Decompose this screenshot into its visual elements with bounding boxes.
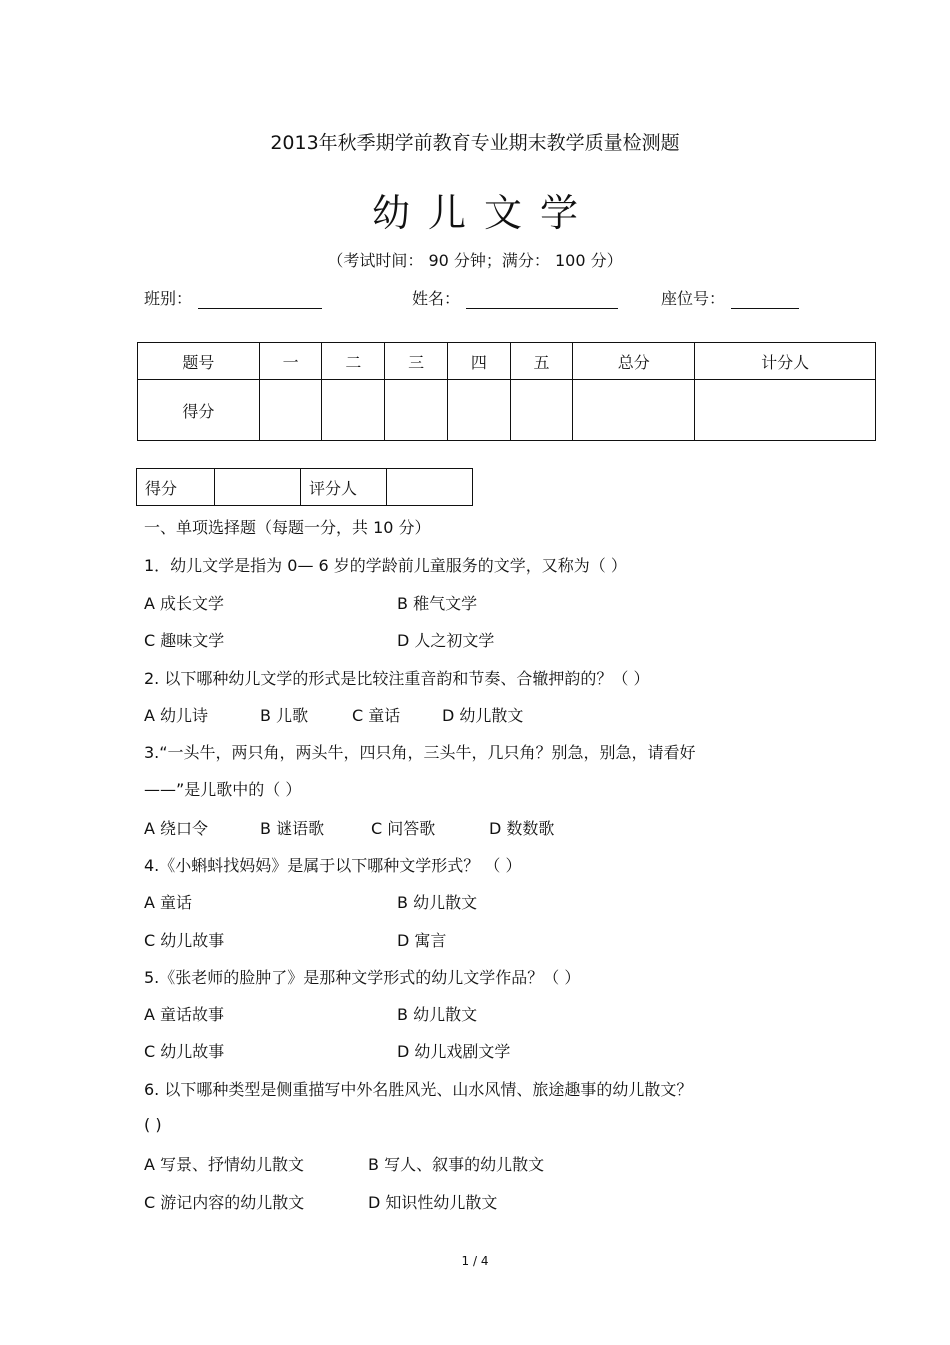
- score-table: [137, 342, 876, 441]
- name-blank[interactable]: [466, 290, 618, 309]
- section-score-cell[interactable]: [215, 469, 301, 506]
- option-d[interactable]: D 幼儿戏剧文学: [397, 1042, 511, 1061]
- option-a[interactable]: A 写景、抒情幼儿散文: [144, 1155, 305, 1174]
- option-d[interactable]: D 幼儿散文: [442, 706, 524, 725]
- section-score-table: [136, 468, 473, 506]
- score-cell[interactable]: [695, 380, 876, 441]
- option-d[interactable]: D 人之初文学: [397, 631, 495, 650]
- option-a[interactable]: A 童话故事: [144, 1005, 225, 1024]
- question-2: 2. 以下哪种幼儿文学的形式是比较注重音韵和节奏、合辙押韵的？（ ）: [144, 669, 650, 688]
- option-b[interactable]: B 写人、叙事的幼儿散文: [368, 1155, 545, 1174]
- page-number: 1 / 4: [461, 1254, 489, 1268]
- option-c[interactable]: C 趣味文学: [144, 631, 225, 650]
- question-5: 5.《张老师的脸肿了》是那种文学形式的幼儿文学作品？（ ）: [144, 968, 581, 987]
- score-cell[interactable]: [259, 380, 322, 441]
- exam-info: （考试时间： 90 分钟；满分： 100 分）: [327, 251, 623, 270]
- section-title: 一、单项选择题（每题一分，共 10 分）: [144, 518, 431, 537]
- score-table-score-row: [138, 380, 876, 441]
- class-label: 班别：: [144, 289, 193, 308]
- option-b[interactable]: B 幼儿散文: [397, 1005, 478, 1024]
- seat-blank[interactable]: [731, 290, 799, 309]
- header-cell: 二: [322, 343, 385, 380]
- question-3-line-2: ——”是儿歌中的（ ）: [144, 780, 302, 799]
- section-grader-label: 评分人: [301, 469, 387, 506]
- class-blank[interactable]: [198, 290, 322, 309]
- score-cell[interactable]: [510, 380, 573, 441]
- class-field[interactable]: [144, 286, 322, 309]
- score-cell[interactable]: [322, 380, 385, 441]
- score-cell[interactable]: [573, 380, 695, 441]
- header-cell: 总分: [573, 343, 695, 380]
- section-score-label: 得分: [137, 469, 215, 506]
- option-b[interactable]: B 稚气文学: [397, 594, 478, 613]
- question-6-line-2: ( ): [144, 1115, 162, 1134]
- question-6-line-1: 6. 以下哪种类型是侧重描写中外名胜风光、山水风情、旅途趣事的幼儿散文？: [144, 1080, 693, 1099]
- option-b[interactable]: B 谜语歌: [260, 819, 325, 838]
- score-cell[interactable]: [385, 380, 448, 441]
- option-a[interactable]: A 童话: [144, 893, 193, 912]
- header-cell: 一: [259, 343, 322, 380]
- option-d[interactable]: D 数数歌: [489, 819, 555, 838]
- header-cell: 四: [447, 343, 510, 380]
- option-a[interactable]: A 幼儿诗: [144, 706, 209, 725]
- option-a[interactable]: A 成长文学: [144, 594, 225, 613]
- option-c[interactable]: C 幼儿故事: [144, 1042, 225, 1061]
- option-d[interactable]: D 知识性幼儿散文: [368, 1193, 498, 1212]
- option-b[interactable]: B 儿歌: [260, 706, 309, 725]
- question-4: 4.《小蝌蚪找妈妈》是属于以下哪种文学形式？ （ ）: [144, 856, 522, 875]
- section-grader-cell[interactable]: [387, 469, 473, 506]
- student-fields: [144, 286, 844, 316]
- header-cell: 题号: [138, 343, 260, 380]
- seat-label: 座位号：: [661, 289, 726, 308]
- option-c[interactable]: C 童话: [352, 706, 401, 725]
- option-c[interactable]: C 问答歌: [371, 819, 436, 838]
- row-label: 得分: [138, 380, 260, 441]
- option-c[interactable]: C 游记内容的幼儿散文: [144, 1193, 305, 1212]
- question-3-line-1: 3.“一头牛，两只角，两头牛，四只角，三头牛，几只角？别急，别急，请看好: [144, 743, 696, 762]
- header-cell: 计分人: [695, 343, 876, 380]
- option-a[interactable]: A 绕口令: [144, 819, 209, 838]
- name-label: 姓名：: [412, 289, 461, 308]
- header-cell: 三: [385, 343, 448, 380]
- option-d[interactable]: D 寓言: [397, 931, 447, 950]
- subject-title: 幼儿文学: [371, 191, 596, 235]
- option-c[interactable]: C 幼儿故事: [144, 931, 225, 950]
- seat-field[interactable]: [661, 286, 799, 309]
- exam-title: 2013年秋季期学前教育专业期末教学质量检测题: [270, 132, 680, 154]
- score-cell[interactable]: [447, 380, 510, 441]
- name-field[interactable]: [412, 286, 618, 309]
- header-cell: 五: [510, 343, 573, 380]
- option-b[interactable]: B 幼儿散文: [397, 893, 478, 912]
- score-table-header-row: [138, 343, 876, 380]
- question-1: 1．幼儿文学是指为 0— 6 岁的学龄前儿童服务的文学，又称为（ ）: [144, 556, 627, 575]
